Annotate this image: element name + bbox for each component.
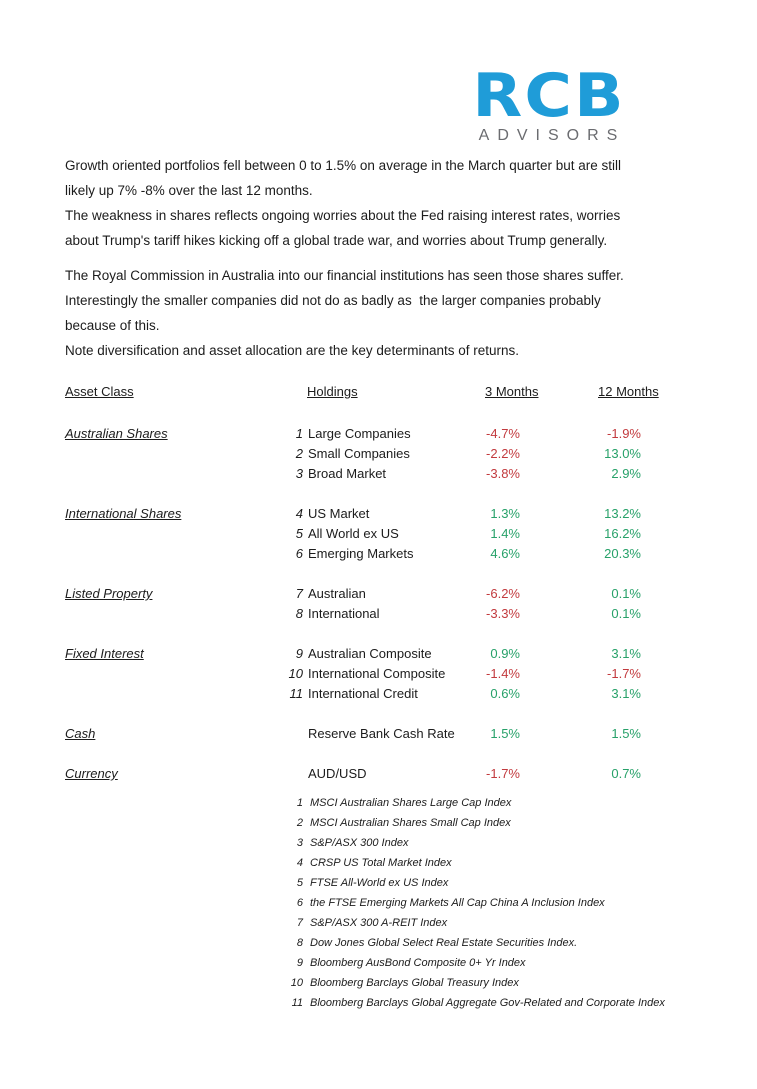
twelve-months-value: 2.9%	[611, 466, 641, 481]
twelve-months-value: 3.1%	[611, 686, 641, 701]
asset-class-label: Fixed Interest	[65, 646, 144, 661]
three-months-value: -3.8%	[486, 466, 520, 481]
footnote-number: 7	[296, 917, 303, 929]
twelve-months-value: 0.1%	[611, 586, 641, 601]
three-months-value: -1.7%	[486, 766, 520, 781]
asset-class-label: Listed Property	[65, 586, 153, 601]
holding-row	[0, 724, 757, 744]
three-months-value: 4.6%	[490, 546, 520, 561]
footnote-number: 1	[296, 797, 303, 809]
three-months-value: -2.2%	[486, 446, 520, 461]
column-header-asset-class: Asset Class	[65, 384, 134, 399]
footnote-row	[0, 893, 757, 913]
footnote-row	[0, 873, 757, 893]
holding-row	[0, 644, 757, 664]
footnote-row	[0, 813, 757, 833]
footnote-text: FTSE All-World ex US Index	[310, 877, 449, 889]
three-months-value: -4.7%	[486, 426, 520, 441]
holding-name: US Market	[308, 506, 370, 521]
twelve-months-value: 13.2%	[604, 506, 641, 521]
holding-row	[0, 604, 757, 624]
company-logo	[456, 61, 642, 145]
column-header-holdings: Holdings	[307, 384, 358, 399]
holding-number: 2	[295, 446, 303, 461]
footnote-row	[0, 793, 757, 813]
asset-class-label: International Shares	[65, 506, 182, 521]
footnote-number: 11	[291, 997, 303, 1009]
footnote-text: Bloomberg Barclays Global Treasury Index	[310, 977, 519, 989]
asset-class-label: Cash	[65, 726, 96, 741]
footnote-text: MSCI Australian Shares Large Cap Index	[310, 797, 512, 809]
footnote-text: MSCI Australian Shares Small Cap Index	[310, 817, 511, 829]
footnote-row	[0, 853, 757, 873]
asset-class-label: Australian Shares	[65, 426, 168, 441]
intro-text	[65, 153, 624, 363]
footnote-row	[0, 913, 757, 933]
paragraph-line: Note diversification and asset allocation are the key determinants of returns.	[65, 343, 519, 358]
three-months-value: -6.2%	[486, 586, 520, 601]
holding-name: Broad Market	[308, 466, 387, 481]
footnote-text: CRSP US Total Market Index	[310, 857, 452, 869]
footnote-row	[0, 993, 757, 1013]
twelve-months-value: 3.1%	[611, 646, 641, 661]
table-section	[0, 584, 757, 624]
three-months-value: 1.5%	[490, 726, 520, 741]
footnote-row	[0, 953, 757, 973]
holding-name: International Credit	[308, 686, 418, 701]
table-section	[0, 724, 757, 744]
paragraph-line: The Royal Commission in Australia into our financial institutions has seen those shares suffer.	[65, 268, 624, 283]
three-months-value: -3.3%	[486, 606, 520, 621]
holding-row	[0, 684, 757, 704]
paragraph-line: Interestingly the smaller companies did not do as badly as the larger companies probably	[65, 293, 601, 308]
twelve-months-value: 0.1%	[611, 606, 641, 621]
table-section	[0, 644, 757, 704]
three-months-value: 1.3%	[490, 506, 520, 521]
twelve-months-value: 13.0%	[604, 446, 641, 461]
footnote-number: 5	[296, 877, 303, 889]
holding-name: All World ex US	[308, 526, 399, 541]
holding-name: Australian Composite	[308, 646, 432, 661]
holding-name: International Composite	[308, 666, 446, 681]
holding-row	[0, 504, 757, 524]
footnote-number: 10	[290, 977, 303, 989]
logo-tagline-text: ADVISORS	[478, 127, 626, 144]
holding-name: Small Companies	[308, 446, 410, 461]
footnote-number: 2	[296, 817, 303, 829]
footnote-row	[0, 973, 757, 993]
holding-row	[0, 764, 757, 784]
holding-name: Australian	[308, 586, 366, 601]
twelve-months-value: -1.9%	[607, 426, 641, 441]
holding-number: 3	[295, 466, 303, 481]
returns-table	[0, 424, 757, 804]
three-months-value: 0.6%	[490, 686, 520, 701]
paragraph-line: about Trump's tariff hikes kicking off a global trade war, and worries about Trump generally.	[65, 233, 608, 248]
footnote-text: Bloomberg Barclays Global Aggregate Gov-Related and Corporate Index	[310, 997, 665, 1009]
footnote-text: S&P/ASX 300 Index	[310, 837, 409, 849]
column-header-12-months: 12 Months	[598, 384, 659, 399]
holding-row	[0, 524, 757, 544]
footnote-row	[0, 833, 757, 853]
holding-number: 4	[295, 506, 303, 521]
paragraph-line: likely up 7% -8% over the last 12 months.	[65, 183, 313, 198]
table-section	[0, 764, 757, 784]
footnote-text: Bloomberg AusBond Composite 0+ Yr Index	[310, 957, 526, 969]
column-header-3-months: 3 Months	[485, 384, 539, 399]
asset-class-label: Currency	[65, 766, 118, 781]
footnote-number: 3	[296, 837, 303, 849]
holding-name: AUD/USD	[308, 766, 367, 781]
intro-paragraph-2	[65, 263, 624, 363]
holding-number: 1	[295, 426, 303, 441]
footnotes-list	[0, 793, 757, 1013]
footnote-number: 9	[296, 957, 303, 969]
twelve-months-value: -1.7%	[607, 666, 641, 681]
logo-brand-text: RCB	[472, 61, 626, 131]
table-section	[0, 504, 757, 564]
holding-row	[0, 544, 757, 564]
holding-name: Reserve Bank Cash Rate	[308, 726, 455, 741]
twelve-months-value: 0.7%	[611, 766, 641, 781]
footnote-number: 4	[296, 857, 303, 869]
footnote-text: Dow Jones Global Select Real Estate Securities Index.	[310, 937, 578, 949]
footnote-number: 6	[296, 897, 303, 909]
holding-number: 5	[295, 526, 303, 541]
twelve-months-value: 16.2%	[604, 526, 641, 541]
holding-number: 7	[295, 586, 303, 601]
three-months-value: 0.9%	[490, 646, 520, 661]
holding-name: International	[308, 606, 380, 621]
footnote-number: 8	[296, 937, 303, 949]
holding-name: Large Companies	[308, 426, 411, 441]
three-months-value: -1.4%	[486, 666, 520, 681]
holding-number: 10	[288, 666, 303, 681]
footnote-text: S&P/ASX 300 A-REIT Index	[310, 917, 448, 929]
holding-row	[0, 664, 757, 684]
holding-number: 8	[295, 606, 303, 621]
twelve-months-value: 20.3%	[604, 546, 641, 561]
footnote-row	[0, 933, 757, 953]
footnote-text: the FTSE Emerging Markets All Cap China A Inclusion Index	[310, 897, 605, 909]
paragraph-line: because of this.	[65, 318, 160, 333]
paragraph-line: Growth oriented portfolios fell between 0 to 1.5% on average in the March quarter but are still	[65, 158, 622, 173]
holding-row	[0, 444, 757, 464]
holding-number: 9	[295, 646, 303, 661]
holding-row	[0, 584, 757, 604]
paragraph-line: The weakness in shares reflects ongoing worries about the Fed raising interest rates, worries	[65, 208, 621, 223]
holding-row	[0, 464, 757, 484]
holding-number: 6	[295, 546, 303, 561]
three-months-value: 1.4%	[490, 526, 520, 541]
holding-name: Emerging Markets	[308, 546, 414, 561]
holding-number: 11	[289, 686, 303, 701]
holding-row	[0, 424, 757, 444]
intro-paragraph-1	[65, 153, 624, 253]
table-section	[0, 424, 757, 484]
twelve-months-value: 1.5%	[611, 726, 641, 741]
